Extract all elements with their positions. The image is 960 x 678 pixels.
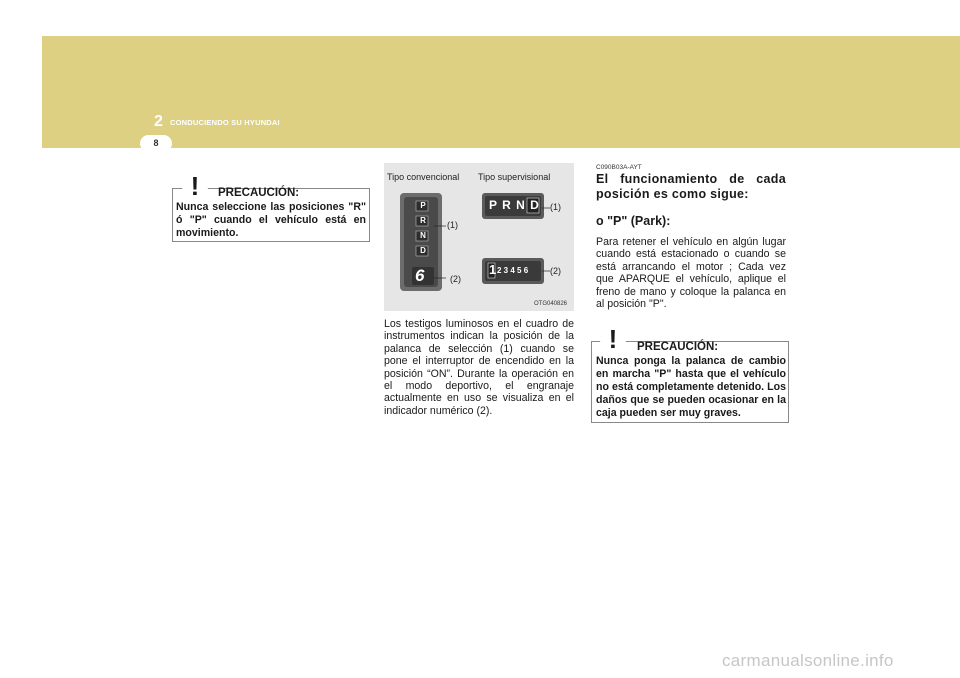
header-band (42, 36, 960, 148)
watermark: carmanualsonline.info (722, 651, 894, 670)
section-code: C090B03A-AYT (596, 164, 642, 171)
conventional-indicator (384, 163, 574, 311)
figure-code: OTG040826 (534, 301, 568, 307)
label-conventional: Tipo convencional (387, 172, 460, 182)
supervisional-gears: 2 3 4 5 6 (497, 266, 529, 275)
caution-body-right: Nunca ponga la palanca de cambio en marcha "P" hasta que el vehículo no está completamente detenido. Los daños que se pueden ocasionar en la caja pueden ser muy graves. (596, 355, 786, 419)
warning-icon-right (593, 320, 633, 354)
caution-title-right: PRECAUCIÓN: (637, 341, 719, 353)
callout-1-supervisional: (1) (550, 202, 561, 212)
callout-2-conventional: (2) (450, 274, 461, 284)
park-subheading: o "P" (Park): (596, 214, 671, 228)
caution-title-left: PRECAUCIÓN: (218, 187, 300, 199)
warning-icon (175, 167, 215, 201)
page-number: 8 (153, 138, 159, 148)
chapter-title: CONDUCIENDO SU HYUNDAI (170, 118, 280, 127)
park-description: Para retener el vehículo en algún lugar cuando está estacionado o cuando se está arrancando el motor ; Cada vez que APARQUE el vehículo, aplique el freno de mano y coloque la palanca en al posición "P". (596, 236, 786, 311)
svg-text:!: ! (608, 324, 618, 354)
callout-1-conventional: (1) (447, 220, 458, 230)
conventional-letter-n-text: N (420, 231, 426, 240)
supervisional-letters: P R N D (489, 198, 540, 212)
callout-2-supervisional: (2) (550, 266, 561, 276)
gear-indicator-figure (384, 163, 574, 311)
chapter-number: 2 (154, 113, 163, 130)
conventional-gear-number: 6 (415, 266, 425, 285)
conventional-letter-d-text: D (420, 246, 426, 255)
indicator-description: Los testigos luminosos en el cuadro de instrumentos indican la posición de la palanca de selección (1) cuando se pone el interruptor de encendido en la posición “ON”. Durante la operación en el modo deportivo, el engranaje actualmente en uso se visualiza en el indicador numérico (2). (384, 318, 574, 417)
section-heading: El funcionamiento de cada posición es como sigue: (596, 172, 786, 201)
svg-text:!: ! (190, 171, 200, 201)
label-supervisional: Tipo supervisional (478, 172, 551, 182)
conventional-letter-p-text: P (420, 201, 426, 210)
supervisional-current-gear: 1 (489, 262, 497, 277)
conventional-letter-r-text: R (420, 216, 426, 225)
caution-body-left: Nunca seleccione las posiciones "R" ó "P" cuando el vehículo está en movimiento. (176, 201, 366, 239)
